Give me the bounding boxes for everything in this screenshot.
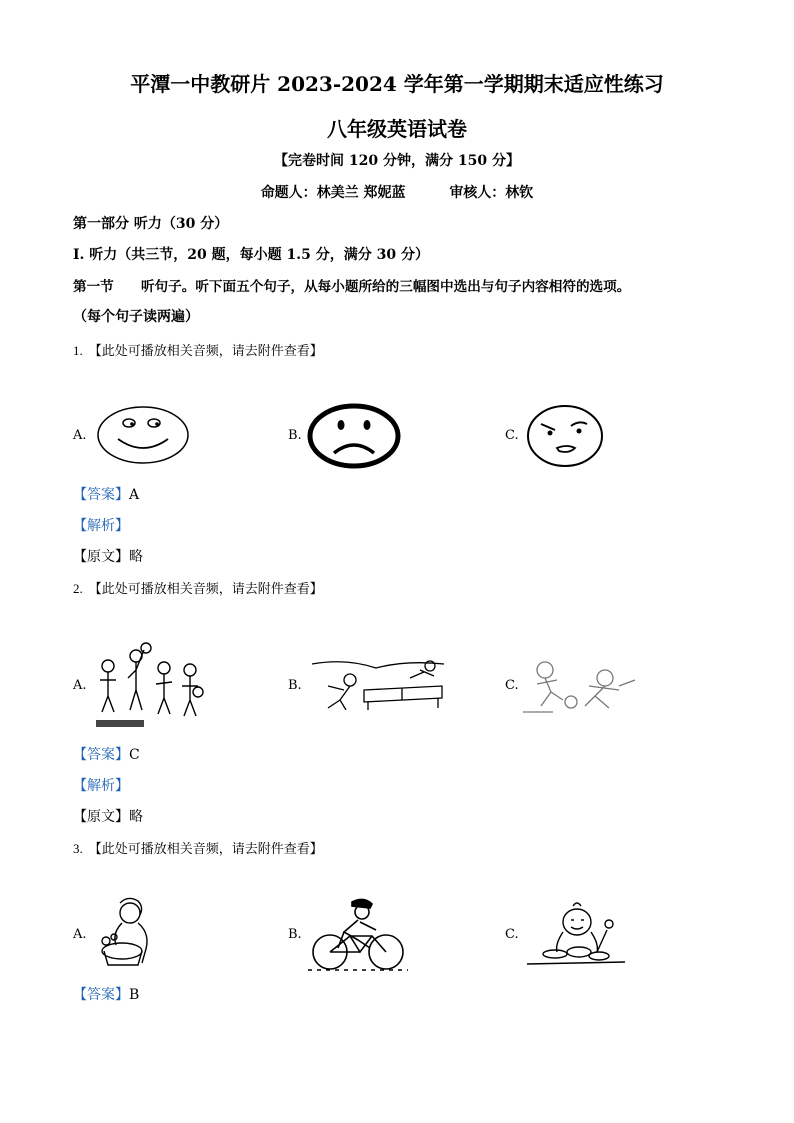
angry-face-icon [525,404,605,468]
option-label: B. [288,927,302,942]
source-value: 略 [129,809,143,825]
source-label: 【原文】 [73,549,129,565]
option-label: C. [505,428,519,443]
question-number: 3. [73,841,83,856]
authors: 命题人：林美兰 郑妮蓝 [260,185,406,201]
option-label: A. [73,678,87,693]
answer-label: 【答案】 [73,487,129,503]
analysis-line [73,515,129,535]
football-icon [523,656,639,714]
time-info: 【完卷时间 120 分钟，满分 150 分】 [274,153,520,169]
source-label: 【原文】 [73,809,129,825]
audio-prompt: 【此处可播放相关音频，请去附件查看】 [88,582,323,597]
ping-pong-icon [306,654,448,710]
basketball-kids-icon [94,640,210,730]
page-title: 平潭一中教研片 2023-2024 学年第一学期期末适应性练习 [130,72,664,96]
sad-face-icon [306,403,402,469]
source-line [73,546,143,566]
answer-line [73,484,139,504]
reviewer: 审核人：林钦 [449,185,534,201]
question-number: 2. [73,581,83,596]
question-1-prompt [73,340,323,359]
option-label: B. [288,428,302,443]
instruction-line-1: 第一节 听句子。听下面五个句子，从每小题所给的三幅图中选出与句子内容相符的选项。 [73,279,631,295]
analysis-label: 【解析】 [73,778,129,794]
washing-clothes-icon [92,893,164,973]
question-3-prompt [73,838,323,857]
source-value: 略 [129,549,143,565]
answer-line [73,984,139,1004]
instruction-line-2: （每个句子读两遍） [73,309,199,325]
audio-prompt: 【此处可播放相关音频，请去附件查看】 [88,842,323,857]
option-label: B. [288,678,302,693]
paper-subtitle: 八年级英语试卷 [327,117,467,141]
smiling-face-icon [96,405,190,465]
answer-value: B [129,987,140,1003]
question-number: 1. [73,343,83,358]
analysis-label: 【解析】 [73,518,129,534]
cycling-icon [308,896,408,974]
question-2-prompt [73,578,323,597]
audio-prompt: 【此处可播放相关音频，请去附件查看】 [88,344,323,359]
eating-icon [525,900,629,968]
analysis-line [73,775,129,795]
answer-label: 【答案】 [73,747,129,763]
option-label: A. [73,927,87,942]
answer-value: A [129,487,140,503]
option-label: C. [505,927,519,942]
listening-heading: I. 听力（共三节，20 题，每小题 1.5 分，满分 30 分） [73,247,429,263]
part-heading: 第一部分 听力（30 分） [73,216,229,232]
answer-line [73,744,140,764]
author-line [0,182,794,202]
answer-label: 【答案】 [73,987,129,1003]
option-label: C. [505,678,519,693]
option-label: A. [73,428,87,443]
answer-value: C [129,747,140,763]
source-line [73,806,143,826]
